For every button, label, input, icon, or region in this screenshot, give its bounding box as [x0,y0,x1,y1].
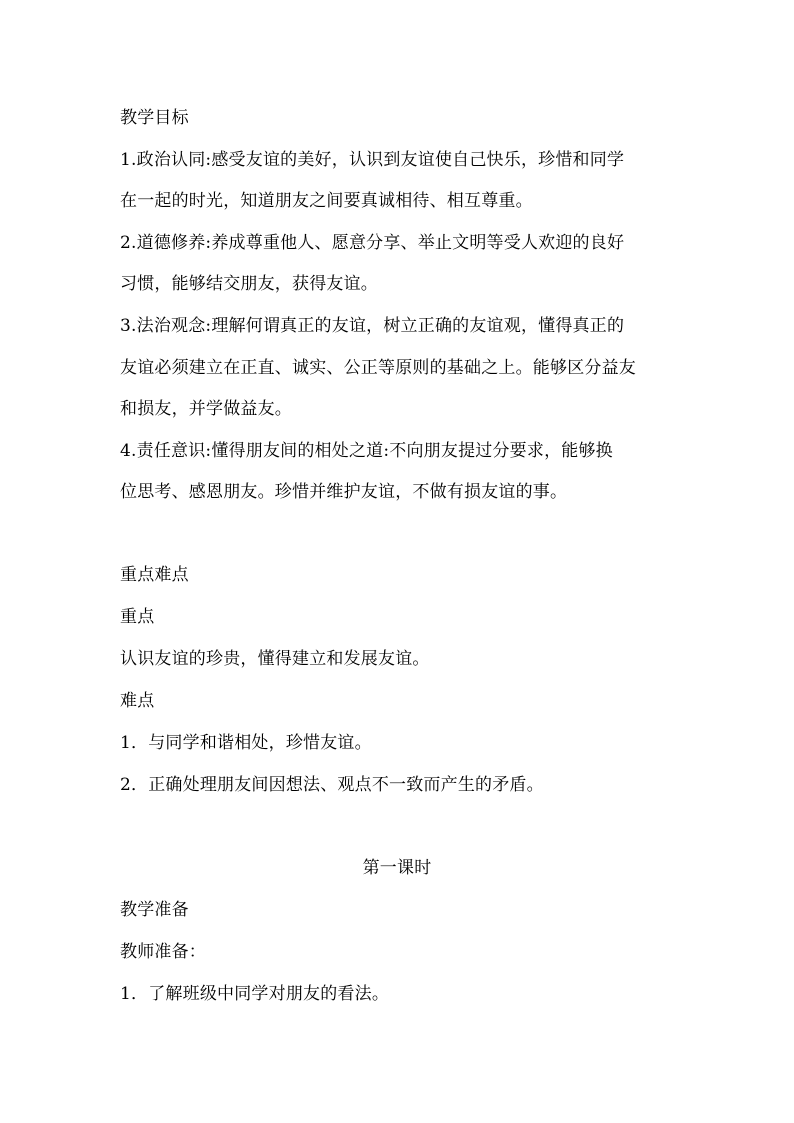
focus-text: 认识友谊的珍贵，懂得建立和发展友谊。 [120,649,430,669]
difficulty-item-1: 1．与同学和谐相处，珍惜友谊。 [120,733,372,753]
goal-2-line-2: 习惯，能够结交朋友，获得友谊。 [120,274,378,294]
prep-heading: 教学准备 [120,900,189,920]
prep-item-1: 1．了解班级中同学对朋友的看法。 [120,984,390,1004]
difficulty-heading: 难点 [120,691,155,711]
goal-4-line-2: 位思考、感恩朋友。珍惜并维护友谊，不做有损友谊的事。 [120,482,568,502]
goal-2-line-1: 2.道德修养:养成尊重他人、愿意分享、举止文明等受人欢迎的良好 [120,233,625,253]
goal-4-line-1: 4.责任意识:懂得朋友间的相处之道:不向朋友提过分要求，能够换 [120,441,613,461]
goal-3-line-2: 友谊必须建立在正直、诚实、公正等原则的基础之上。能够区分益友 [120,358,636,378]
goal-1-line-1: 1.政治认同:感受友谊的美好，认识到友谊使自己快乐，珍惜和同学 [120,150,625,170]
section-heading-keypoints: 重点难点 [120,565,189,585]
section-heading-goals: 教学目标 [120,108,189,128]
goal-1-line-2: 在一起的时光，知道朋友之间要真诚相待、相互尊重。 [120,191,533,211]
difficulty-item-2: 2．正确处理朋友间因想法、观点不一致而产生的矛盾。 [120,775,544,795]
focus-heading: 重点 [120,607,155,627]
goal-3-line-3: 和损友，并学做益友。 [120,399,292,419]
lesson-title: 第一课时 [362,858,432,878]
teacher-prep-label: 教师准备： [120,942,206,962]
goal-3-line-1: 3.法治观念:理解何谓真正的友谊，树立正确的友谊观，懂得真正的 [120,316,625,336]
